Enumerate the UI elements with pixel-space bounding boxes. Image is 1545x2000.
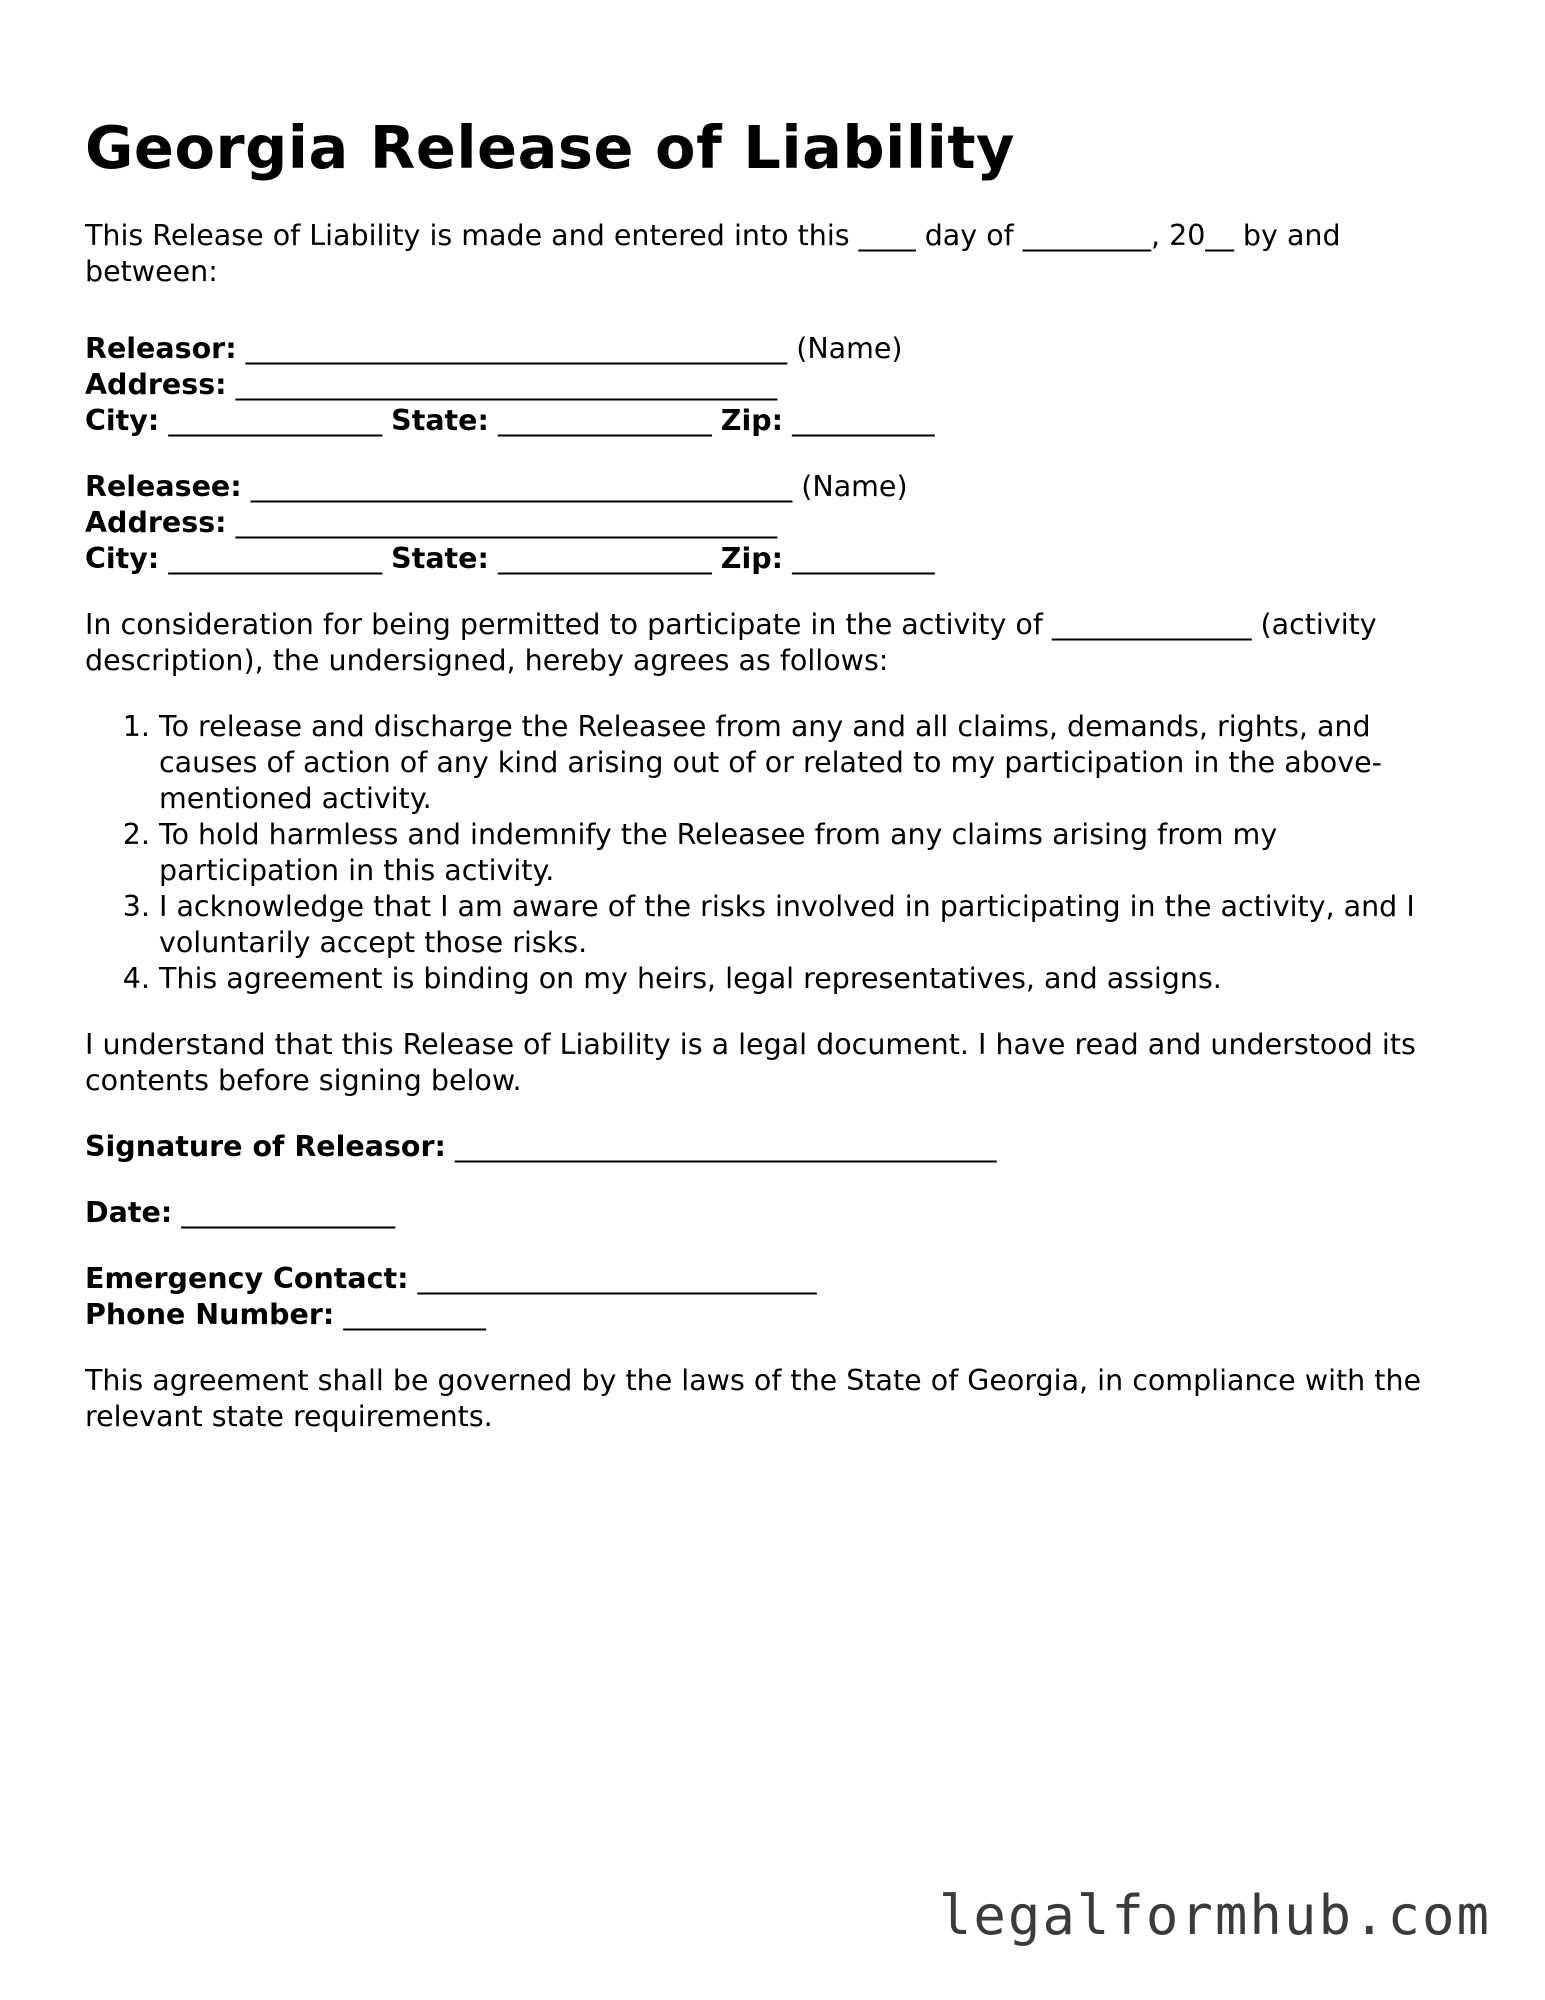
releasee-address-line	[85, 505, 1465, 541]
phone-number-label: Phone Number:	[85, 1298, 335, 1331]
releasor-address-line	[85, 367, 1465, 403]
releasee-city-line	[85, 541, 1465, 577]
emergency-contact-line	[85, 1261, 1465, 1297]
releasee-zip-field[interactable]: __________	[792, 542, 935, 575]
releasor-state-field[interactable]: _______________	[497, 404, 712, 437]
releasor-state-label: State:	[391, 404, 489, 437]
emergency-contact-label: Emergency Contact:	[85, 1262, 409, 1295]
releasee-state-label: State:	[391, 542, 489, 575]
signature-line	[85, 1129, 1465, 1165]
releasee-city-field[interactable]: _______________	[168, 542, 383, 575]
signature-label: Signature of Releasor:	[85, 1130, 446, 1163]
intro-paragraph: This Release of Liability is made and entered into this ____ day of _________, 20__ by and between:	[85, 219, 1341, 288]
signature-section	[85, 1129, 1465, 1165]
date-line	[85, 1195, 1465, 1231]
phone-number-field[interactable]: __________	[343, 1298, 486, 1331]
date-field[interactable]: _______________	[181, 1196, 396, 1229]
emergency-contact-field[interactable]: ____________________________	[417, 1262, 817, 1295]
signature-field[interactable]: ______________________________________	[455, 1130, 997, 1163]
releasor-name-suffix: (Name)	[796, 332, 903, 365]
releasor-name-label: Releasor:	[85, 332, 237, 365]
releasor-address-field[interactable]: ______________________________________	[235, 368, 778, 401]
governing-law-paragraph: This agreement shall be governed by the laws of the State of Georgia, in compliance with the relevant state requirements.	[85, 1364, 1422, 1433]
date-label: Date:	[85, 1196, 173, 1229]
emergency-section	[85, 1261, 1465, 1333]
releasor-name-field[interactable]: ______________________________________	[245, 332, 788, 365]
releasor-city-field[interactable]: _______________	[168, 404, 383, 437]
phone-number-line	[85, 1297, 1465, 1333]
releasee-city-label: City:	[85, 542, 160, 575]
consideration-paragraph: In consideration for being permitted to participate in the activity of ______________ (activity description), the undersigned, hereby agrees as follows:	[85, 608, 1377, 677]
releasee-address-field[interactable]: ______________________________________	[235, 506, 778, 539]
releasee-address-label: Address:	[85, 506, 227, 539]
releasor-address-label: Address:	[85, 368, 227, 401]
releasee-zip-label: Zip:	[720, 542, 784, 575]
releasee-name-label: Releasee:	[85, 470, 242, 503]
watermark: legalformhub.com	[938, 1884, 1491, 1947]
terms-list	[85, 709, 1465, 997]
list-item: 4. This agreement is binding on my heirs, legal representatives, and assigns.	[159, 961, 1465, 997]
releasor-zip-label: Zip:	[720, 404, 784, 437]
releasor-city-label: City:	[85, 404, 160, 437]
releasee-section	[85, 469, 1465, 577]
releasor-city-line	[85, 403, 1465, 439]
list-item: 2. To hold harmless and indemnify the Releasee from any claims arising from my participation in this activity.	[159, 817, 1465, 889]
list-item: 1. To release and discharge the Releasee from any and all claims, demands, rights, and causes of action of any kind arising out of or related to my participation in the above-mentioned activity.	[159, 709, 1465, 817]
date-section	[85, 1195, 1465, 1231]
releasor-zip-field[interactable]: __________	[792, 404, 935, 437]
releasee-name-field[interactable]: ______________________________________	[250, 470, 793, 503]
releasee-state-field[interactable]: _______________	[497, 542, 712, 575]
releasor-name-line	[85, 331, 1465, 367]
document-page	[85, 108, 1465, 1435]
understanding-paragraph: I understand that this Release of Liability is a legal document. I have read and understood its contents before signing below.	[85, 1028, 1416, 1097]
releasee-name-suffix: (Name)	[801, 470, 908, 503]
list-item: 3. I acknowledge that I am aware of the risks involved in participating in the activity, and I voluntarily accept those risks.	[159, 889, 1465, 961]
releasor-section	[85, 331, 1465, 439]
document-title: Georgia Release of Liability	[85, 113, 1015, 182]
releasee-name-line	[85, 469, 1465, 505]
